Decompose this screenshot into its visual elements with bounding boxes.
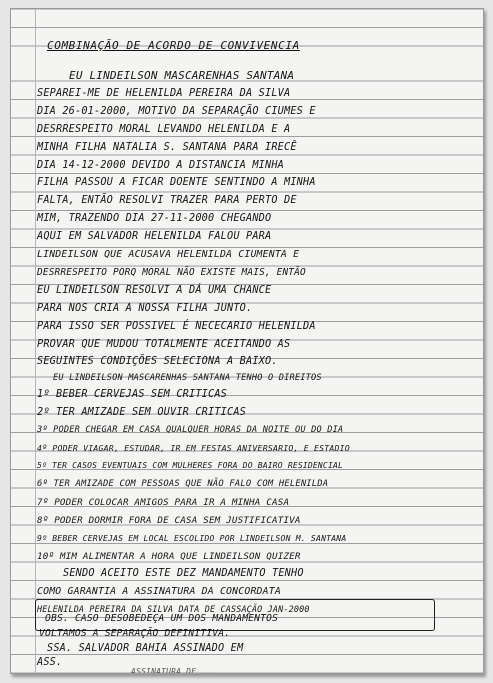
text-line: 6º TER AMIZADE COM PESSOAS QUE NÃO FALO COM HELENILDA	[37, 479, 329, 489]
text-line: SSA. SALVADOR BAHIA ASSINADO EM	[47, 643, 244, 654]
text-line: LINDEILSON QUE ACUSAVA HELENILDA CIUMENTA E	[37, 249, 300, 260]
text-line: 1º BEBER CERVEJAS SEM CRITICAS	[37, 389, 228, 400]
text-line: 10º MIM ALIMENTAR A HORA QUE LINDEILSON QUIZER	[37, 551, 301, 562]
text-line: SENDO ACEITO ESTE DEZ MANDAMENTO TENHO	[63, 568, 304, 579]
text-line: SEPAREI-ME DE HELENILDA PEREIRA DA SILVA	[37, 88, 291, 99]
text-line: 9º BEBER CERVEJAS EM LOCAL ESCOLIDO POR LINDEILSON M. SANTANA	[37, 533, 347, 543]
text-line: SEGUINTES CONDIÇÕES SELECIONA A BAIXO.	[37, 356, 278, 367]
document-title: COMBINAÇÃO DE ACORDO DE CONVIVENCIA	[47, 39, 300, 52]
text-line: VOLTAMOS A SEPARAÇÃO DEFINITIVA.	[39, 628, 231, 639]
text-line: FALTA, ENTÃO RESOLVI TRAZER PARA PERTO DE	[37, 195, 297, 206]
text-line: 3º PODER CHEGAR EM CASA QUALQUER HORAS DA NOITE OU DO DIA	[37, 425, 344, 435]
text-line: 5º TER CASOS EVENTUAIS COM MULHERES FORA DO BAIRO RESIDENCIAL	[37, 461, 344, 470]
text-line: HELENILDA PEREIRA DA SILVA DATA DE CASSAÇÃO JAN-2000	[37, 604, 310, 614]
text-line: 7º PODER COLOCAR AMIGOS PARA IR A MINHA CASA	[37, 497, 290, 508]
text-line: 8º PODER DORMIR FORA DE CASA SEM JUSTIFICATIVA	[37, 515, 301, 526]
text-line: FILHA PASSOU A FICAR DOENTE SENTINDO A MINHA	[37, 177, 316, 188]
text-line: EU LINDEILSON MASCARENHAS SANTANA	[69, 69, 295, 82]
page-margin-line	[35, 9, 36, 673]
text-line: DIA 26-01-2000, MOTIVO DA SEPARAÇÃO CIUMES E	[37, 106, 316, 117]
text-line: PROVAR QUE MUDOU TOTALMENTE ACEITANDO AS	[37, 339, 291, 350]
text-line: PARA NOS CRIA A NOSSA FILHA JUNTO.	[37, 303, 253, 314]
text-line: ASSINATURA DE ...	[131, 667, 217, 674]
text-line: DESRRESPEITO MORAL LEVANDO HELENILDA E A	[37, 124, 291, 135]
text-line: PARA ISSO SER POSSIVEL É NECECARIO HELENILDA	[37, 321, 316, 332]
text-line: ASS.	[37, 657, 63, 668]
text-line: AQUI EM SALVADOR HELENILDA FALOU PARA	[37, 231, 272, 242]
text-line: MIM, TRAZENDO DIA 27-11-2000 CHEGANDO	[37, 213, 272, 224]
text-line: COMO GARANTIA A ASSINATURA DA CONCORDATA	[37, 586, 281, 597]
handwritten-page	[10, 8, 484, 674]
text-line: 2º TER AMIZADE SEM OUVIR CRITICAS	[37, 407, 247, 418]
text-line: EU LINDEILSON MASCARENHAS SANTANA TENHO O DIREITOS	[53, 373, 322, 383]
text-line: DESRRESPEITO PORQ MORAL NÃO EXISTE MAIS, ENTÃO	[37, 267, 306, 278]
text-line: DIA 14-12-2000 DEVIDO A DISTANCIA MINHA	[37, 160, 285, 171]
text-line: MINHA FILHA NATALIA S. SANTANA PARA IRECÊ	[37, 142, 297, 153]
text-line: OBS. CASO DESOBEDEÇA UM DOS MANDAMENTOS	[45, 613, 279, 624]
text-line: 4º PODER VIAGAR, ESTUDAR, IR EM FESTAS ANIVERSARIO, E ESTADIO	[37, 443, 350, 453]
text-line: EU LINDEILSON RESOLVI A DÁ UMA CHANCE	[37, 285, 272, 296]
